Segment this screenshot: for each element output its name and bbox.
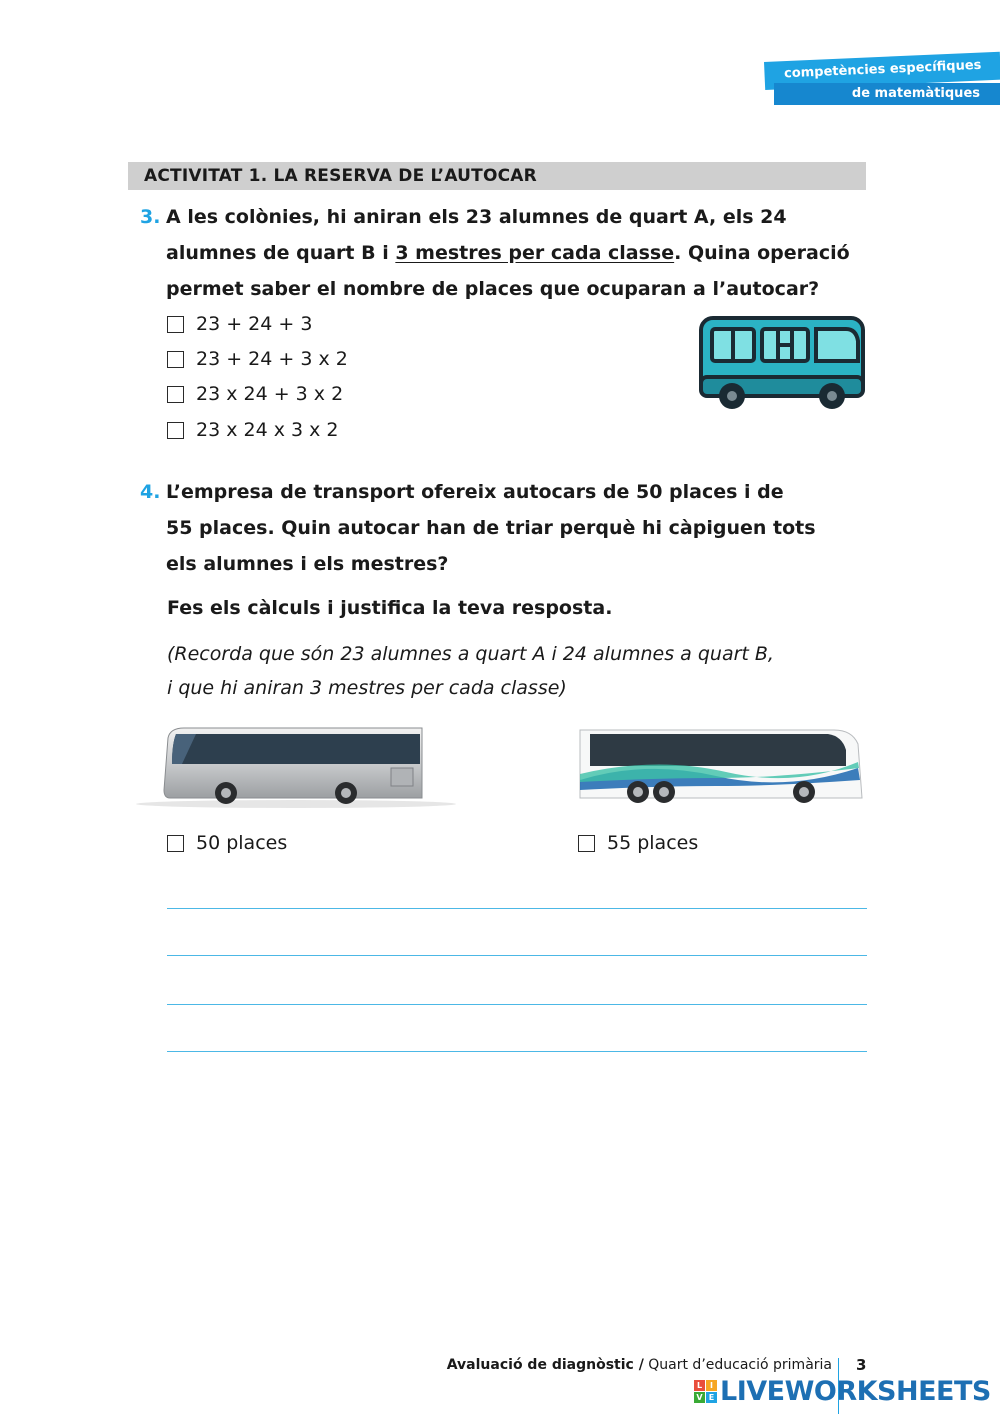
question-4	[140, 474, 816, 582]
checkbox[interactable]	[167, 835, 184, 852]
question-4-instruction: Fes els càlculs i justifica la teva resposta.	[167, 597, 613, 619]
question-3	[140, 199, 850, 307]
logo-letter: E	[706, 1392, 717, 1403]
page-number: 3	[856, 1356, 867, 1374]
tag-line-1: competències específiques	[783, 57, 982, 82]
footer-title	[447, 1357, 832, 1373]
checkbox[interactable]	[167, 386, 184, 403]
q3-option-4-label: 23 x 24 x 3 x 2	[196, 419, 339, 441]
coach-55-image	[576, 720, 864, 808]
bus-icon	[698, 315, 868, 413]
answer-line[interactable]	[167, 955, 867, 956]
question-3-line-3: permet saber el nombre de places que ocuparan a l’autocar?	[166, 278, 820, 300]
q3-option-3[interactable]	[167, 382, 343, 406]
logo-letter: V	[694, 1392, 705, 1403]
answer-line[interactable]	[167, 1004, 867, 1005]
logo-text: LIVEWORKSHEETS	[720, 1376, 991, 1407]
competencies-tag	[764, 56, 1000, 106]
logo-letter: I	[706, 1380, 717, 1391]
answer-line[interactable]	[167, 908, 867, 909]
option-55-places[interactable]	[578, 831, 698, 855]
question-4-line-3: els alumnes i els mestres?	[166, 553, 449, 575]
option-50-label: 50 places	[196, 832, 288, 854]
question-3-line-2b: . Quina operació	[674, 242, 850, 264]
q3-option-1[interactable]	[167, 312, 312, 336]
option-55-label: 55 places	[607, 832, 699, 854]
option-50-places[interactable]	[167, 831, 287, 855]
checkbox[interactable]	[167, 422, 184, 439]
footer-subtitle: Quart d’educació primària	[643, 1357, 832, 1373]
reminder-line-1: (Recorda que són 23 alumnes a quart A i 24 alumnes a quart B,	[167, 643, 774, 665]
checkbox[interactable]	[167, 351, 184, 368]
reminder-line-2: i que hi aniran 3 mestres per cada classe)	[167, 677, 567, 699]
logo-squares	[694, 1380, 717, 1403]
footer-title-bold: Avaluació de diagnòstic /	[446, 1357, 644, 1373]
logo-letter: L	[694, 1380, 705, 1391]
question-4-number: 4.	[140, 481, 161, 503]
liveworksheets-logo	[694, 1376, 991, 1407]
q3-option-1-label: 23 + 24 + 3	[196, 313, 313, 335]
question-4-reminder	[167, 637, 774, 705]
activity-title: ACTIVITAT 1. LA RESERVA DE L’AUTOCAR	[128, 162, 866, 190]
coach-50-image	[136, 720, 456, 812]
q3-option-2-label: 23 + 24 + 3 x 2	[196, 348, 348, 370]
question-3-line-2a: alumnes de quart B i	[166, 242, 396, 264]
tag-line-2: de matemàtiques	[851, 86, 980, 101]
checkbox[interactable]	[578, 835, 595, 852]
answer-line[interactable]	[167, 1051, 867, 1052]
q3-option-3-label: 23 x 24 + 3 x 2	[196, 383, 344, 405]
question-3-line-1: A les colònies, hi aniran els 23 alumnes de quart A, els 24	[166, 206, 787, 228]
q3-option-2[interactable]	[167, 347, 348, 371]
question-3-underlined: 3 mestres per cada classe	[395, 242, 675, 264]
question-3-number: 3.	[140, 206, 161, 228]
checkbox[interactable]	[167, 316, 184, 333]
q3-option-4[interactable]	[167, 418, 339, 442]
question-4-line-1: L’empresa de transport ofereix autocars de 50 places i de	[166, 481, 784, 503]
question-4-line-2: 55 places. Quin autocar han de triar perquè hi càpiguen tots	[166, 517, 816, 539]
